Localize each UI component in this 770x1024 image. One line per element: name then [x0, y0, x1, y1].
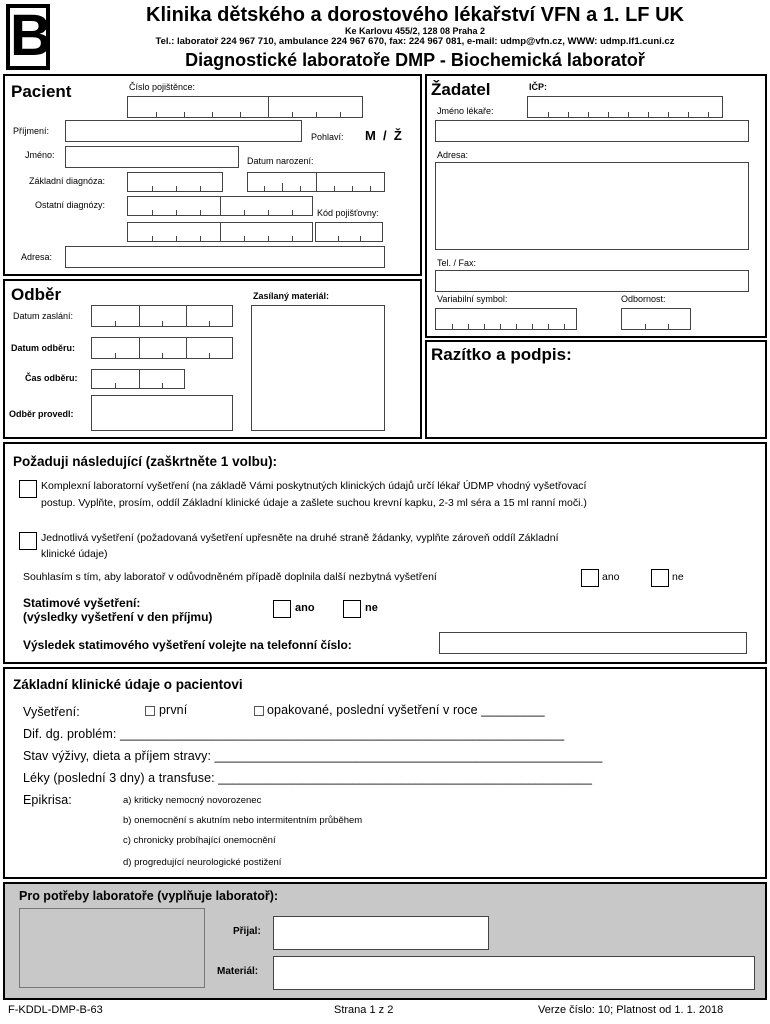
birth-date-field[interactable]: [247, 172, 385, 192]
exam-label: Vyšetření:: [23, 705, 80, 719]
nutrition-line[interactable]: Stav výživy, dieta a příjem stravy: _______________________________________________________: [23, 749, 603, 763]
surname-label: Příjmení:: [13, 126, 50, 136]
clinical-section: [3, 667, 767, 879]
form-code: F-KDDL-DMP-B-63: [8, 1004, 103, 1016]
clinic-contacts: Tel.: laboratoř 224 967 710, ambulance 224 967 670, fax: 224 967 081, e-mail: udmp@vfn.cz, WWW: udmp.lf1.cuni.cz: [155, 36, 675, 47]
lab-title: Diagnostické laboratoře DMP - Biochemická laboratoř: [185, 50, 645, 70]
stamp-section: [425, 340, 767, 439]
sex-options[interactable]: M / Ž: [365, 128, 402, 143]
requester-address-label: Adresa:: [437, 150, 469, 160]
request-title: Požaduji následující (zaškrtněte 1 volbu):: [13, 454, 278, 469]
complex-exam-text-1: Komplexní laboratorní vyšetření (na základě Vámi poskytnutých klinických údajů určí lékař ÚDMP vhodný vyšetřovací: [41, 480, 587, 492]
name-label: Jméno:: [25, 150, 55, 160]
stat-yes-label: ano: [295, 602, 315, 614]
stat-exam-title: Statimové vyšetření:: [23, 596, 141, 610]
epicrisis-label: Epikrisa:: [23, 793, 72, 807]
birth-date-label: Datum narození:: [247, 156, 314, 166]
main-diagnosis-field[interactable]: [127, 172, 223, 192]
repeated-exam-label[interactable]: opakované, poslední vyšetření v roce _________: [267, 703, 545, 717]
specialty-label: Odbornost:: [621, 294, 666, 304]
version-info: Verze číslo: 10; Platnost od 1. 1. 2018: [538, 1004, 724, 1016]
lab-use-section: [3, 882, 767, 1000]
sent-date-field[interactable]: [91, 305, 233, 327]
patient-address-label: Adresa:: [21, 252, 53, 262]
insurer-code-label: Kód pojišťovny:: [317, 208, 379, 218]
material-field[interactable]: [273, 956, 755, 990]
collection-time-label: Čas odběru:: [25, 373, 78, 383]
stat-phone-field[interactable]: [439, 632, 747, 654]
stat-no-label: ne: [365, 602, 378, 614]
dif-dg-line[interactable]: Dif. dg. problém: _______________________________________________________________: [23, 727, 565, 741]
stat-no-checkbox[interactable]: [343, 600, 361, 618]
doctor-name-label: Jméno lékaře:: [437, 106, 494, 116]
material-label: Materiál:: [217, 966, 259, 977]
consent-yes-checkbox[interactable]: [581, 569, 599, 587]
epicrisis-option-a[interactable]: a) kriticky nemocný novorozenec: [123, 795, 262, 806]
stat-yes-checkbox[interactable]: [273, 600, 291, 618]
insurance-number-label: Číslo pojištěnce:: [129, 82, 196, 92]
epicrisis-option-c[interactable]: c) chronicky probíhající onemocnění: [123, 835, 276, 846]
doctor-name-field[interactable]: [435, 120, 749, 142]
collection-section: [3, 279, 422, 439]
variable-symbol-field[interactable]: [435, 308, 577, 330]
phone-fax-field[interactable]: [435, 270, 749, 292]
requester-section: [425, 74, 767, 338]
stat-phone-label: Výsledek statimového vyšetření volejte na telefonní číslo:: [23, 638, 352, 652]
collection-date-label: Datum odběru:: [11, 343, 75, 353]
complex-exam-text-2: postup. Vyplňte, prosím, oddíl Základní klinické údaje a zašlete suchou krevní kapku, 2-3 ml séra a 15 ml ranní moči.): [41, 497, 587, 509]
first-exam-checkbox[interactable]: [145, 706, 155, 716]
stamp-title: Razítko a podpis:: [431, 345, 572, 364]
single-exam-checkbox[interactable]: [19, 532, 37, 550]
sent-date-label: Datum zaslání:: [13, 311, 74, 321]
collection-title: Odběr: [11, 285, 62, 304]
clinical-title: Základní klinické údaje o pacientovi: [13, 677, 243, 692]
requester-title: Žadatel: [431, 80, 491, 99]
consent-yes-label: ano: [602, 571, 620, 583]
medication-line[interactable]: Léky (poslední 3 dny) a transfuse: _____________________________________________________: [23, 771, 593, 785]
name-field[interactable]: [65, 146, 239, 168]
patient-section: [3, 74, 422, 276]
received-label: Přijal:: [233, 926, 261, 937]
requester-address-field[interactable]: [435, 162, 749, 250]
icp-field[interactable]: [527, 96, 723, 118]
repeated-exam-checkbox[interactable]: [254, 706, 264, 716]
single-exam-text-1: Jednotlivá vyšetření (požadovaná vyšetření upřesněte na druhé straně žádanky, vyplňte zároveň oddíl Základní: [41, 532, 559, 544]
collection-date-field[interactable]: [91, 337, 233, 359]
collection-time-field[interactable]: [91, 369, 185, 389]
specialty-field[interactable]: [621, 308, 691, 330]
main-diagnosis-label: Základní diagnóza:: [29, 176, 106, 186]
sex-label: Pohlaví:: [311, 132, 344, 142]
epicrisis-option-b[interactable]: b) onemocnění s akutním nebo intermitentním průběhem: [123, 815, 363, 826]
phone-fax-label: Tel. / Fax:: [437, 258, 477, 268]
consent-text: Souhlasím s tím, aby laboratoř v odůvodněném případě doplnila další nezbytná vyšetření: [23, 571, 437, 583]
stat-exam-subtitle: (výsledky vyšetření v den příjmu): [23, 610, 213, 624]
consent-no-label: ne: [672, 571, 684, 583]
clinic-address: Ke Karlovu 455/2, 128 08 Praha 2: [344, 26, 486, 36]
collected-by-label: Odběr provedl:: [9, 409, 74, 419]
patient-address-field[interactable]: [65, 246, 385, 268]
collected-by-field[interactable]: [91, 395, 233, 431]
other-diagnoses-label: Ostatní diagnózy:: [35, 200, 106, 210]
first-exam-label: první: [159, 703, 188, 717]
material-sent-field[interactable]: [251, 305, 385, 431]
lab-stamp-area: [19, 908, 205, 988]
patient-title: Pacient: [11, 82, 72, 101]
variable-symbol-label: Variabilní symbol:: [437, 294, 508, 304]
epicrisis-option-d[interactable]: d) progredující neurologické postižení: [123, 857, 282, 868]
complex-exam-checkbox[interactable]: [19, 480, 37, 498]
page-number: Strana 1 z 2: [334, 1004, 394, 1016]
other-diagnosis-2[interactable]: [127, 222, 313, 242]
lab-use-title: Pro potřeby laboratoře (vyplňuje laboratoř):: [19, 889, 279, 903]
logo-b: B: [6, 4, 50, 70]
surname-field[interactable]: [65, 120, 302, 142]
single-exam-text-2: klinické údaje): [41, 548, 108, 560]
clinic-title: Klinika dětského a dorostového lékařství VFN a 1. LF UK: [146, 4, 684, 26]
insurer-code-field[interactable]: [315, 222, 383, 242]
insurance-number-field[interactable]: [127, 96, 363, 118]
request-section: [3, 442, 767, 664]
consent-no-checkbox[interactable]: [651, 569, 669, 587]
material-sent-label: Zasílaný materiál:: [253, 291, 330, 301]
received-field[interactable]: [273, 916, 489, 950]
other-diagnosis-1[interactable]: [127, 196, 313, 216]
icp-label: IČP:: [529, 82, 547, 92]
